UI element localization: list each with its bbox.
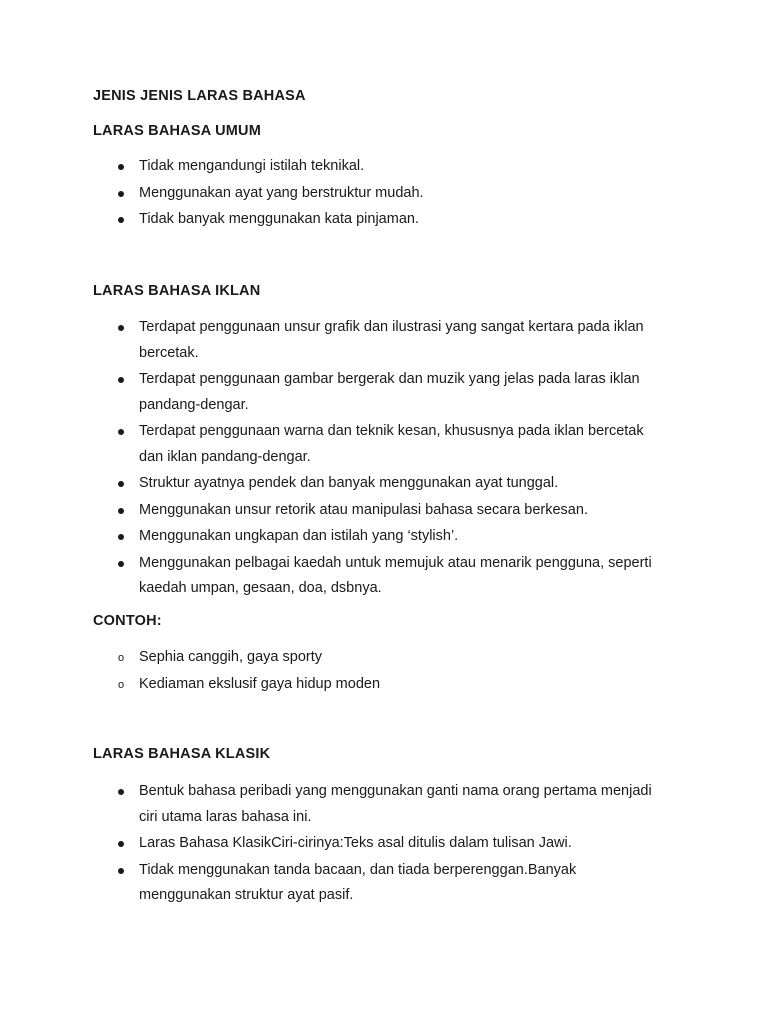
circle-bullet-icon: o (117, 652, 125, 664)
circle-bullet-icon: o (117, 678, 125, 691)
list-klasik (0, 779, 669, 910)
section-heading-iklan: LARAS BAHASA IKLAN (93, 283, 261, 299)
list-item-text: Struktur ayatnya pendek dan banyak menggunakan ayat tunggal. (139, 475, 559, 491)
list-item-text: Sephia canggih, gaya sporty (139, 649, 322, 665)
list-item (0, 207, 669, 233)
list-item-text: Menggunakan ayat yang berstruktur mudah. (139, 184, 424, 201)
list-umum (0, 154, 669, 234)
list-item (0, 645, 669, 671)
list-item-text: Tidak menggunakan tanda bacaan, dan tiada berperenggan.Banyak menggunakan struktur ayat pasif. (139, 861, 577, 903)
list-item-text: Bentuk bahasa peribadi yang menggunakan ganti nama orang pertama menjadi ciri utama laras bahasa ini. (139, 783, 652, 825)
list-item-text: Menggunakan unsur retorik atau manipulasi bahasa secara berkesan. (139, 501, 588, 518)
list-item (0, 524, 669, 550)
list-item (0, 367, 669, 418)
list-item-text: Terdapat penggunaan warna dan teknik kesan, khususnya pada iklan bercetak dan iklan pandang-dengar. (139, 423, 644, 465)
document-title: JENIS JENIS LARAS BAHASA (93, 88, 306, 104)
section-heading-contoh: CONTOH: (93, 613, 162, 629)
list-item (0, 181, 669, 207)
list-item-text: Menggunakan pelbagai kaedah untuk memujuk atau menarik pengguna, seperti kaedah umpan, gesaan, doa, dsbnya. (139, 554, 652, 596)
list-item (0, 672, 669, 698)
list-item (0, 315, 669, 366)
list-item (0, 858, 669, 909)
section-heading-umum: LARAS BAHASA UMUM (93, 123, 261, 139)
list-item-text: Terdapat penggunaan unsur grafik dan ilustrasi yang sangat kertara pada iklan bercetak. (139, 319, 644, 361)
list-item-text: Tidak banyak menggunakan kata pinjaman. (139, 211, 419, 227)
list-item-text: Menggunakan ungkapan dan istilah yang ‘stylish’. (139, 528, 459, 544)
list-contoh (0, 645, 669, 698)
section-heading-klasik: LARAS BAHASA KLASIK (93, 746, 271, 762)
list-item-text: Laras Bahasa KlasikCiri-cirinya:Teks asal ditulis dalam tulisan Jawi. (139, 835, 572, 851)
list-item (0, 831, 669, 857)
list-item (0, 779, 669, 830)
list-item (0, 498, 669, 524)
list-item-text: Kediaman ekslusif gaya hidup moden (139, 675, 381, 692)
list-iklan (0, 315, 669, 603)
list-item (0, 551, 669, 602)
list-item-text: Tidak mengandungi istilah teknikal. (139, 158, 365, 174)
list-item (0, 471, 669, 497)
list-item (0, 419, 669, 470)
list-item (0, 154, 669, 180)
list-item-text: Terdapat penggunaan gambar bergerak dan muzik yang jelas pada laras iklan pandang-dengar. (139, 371, 640, 413)
